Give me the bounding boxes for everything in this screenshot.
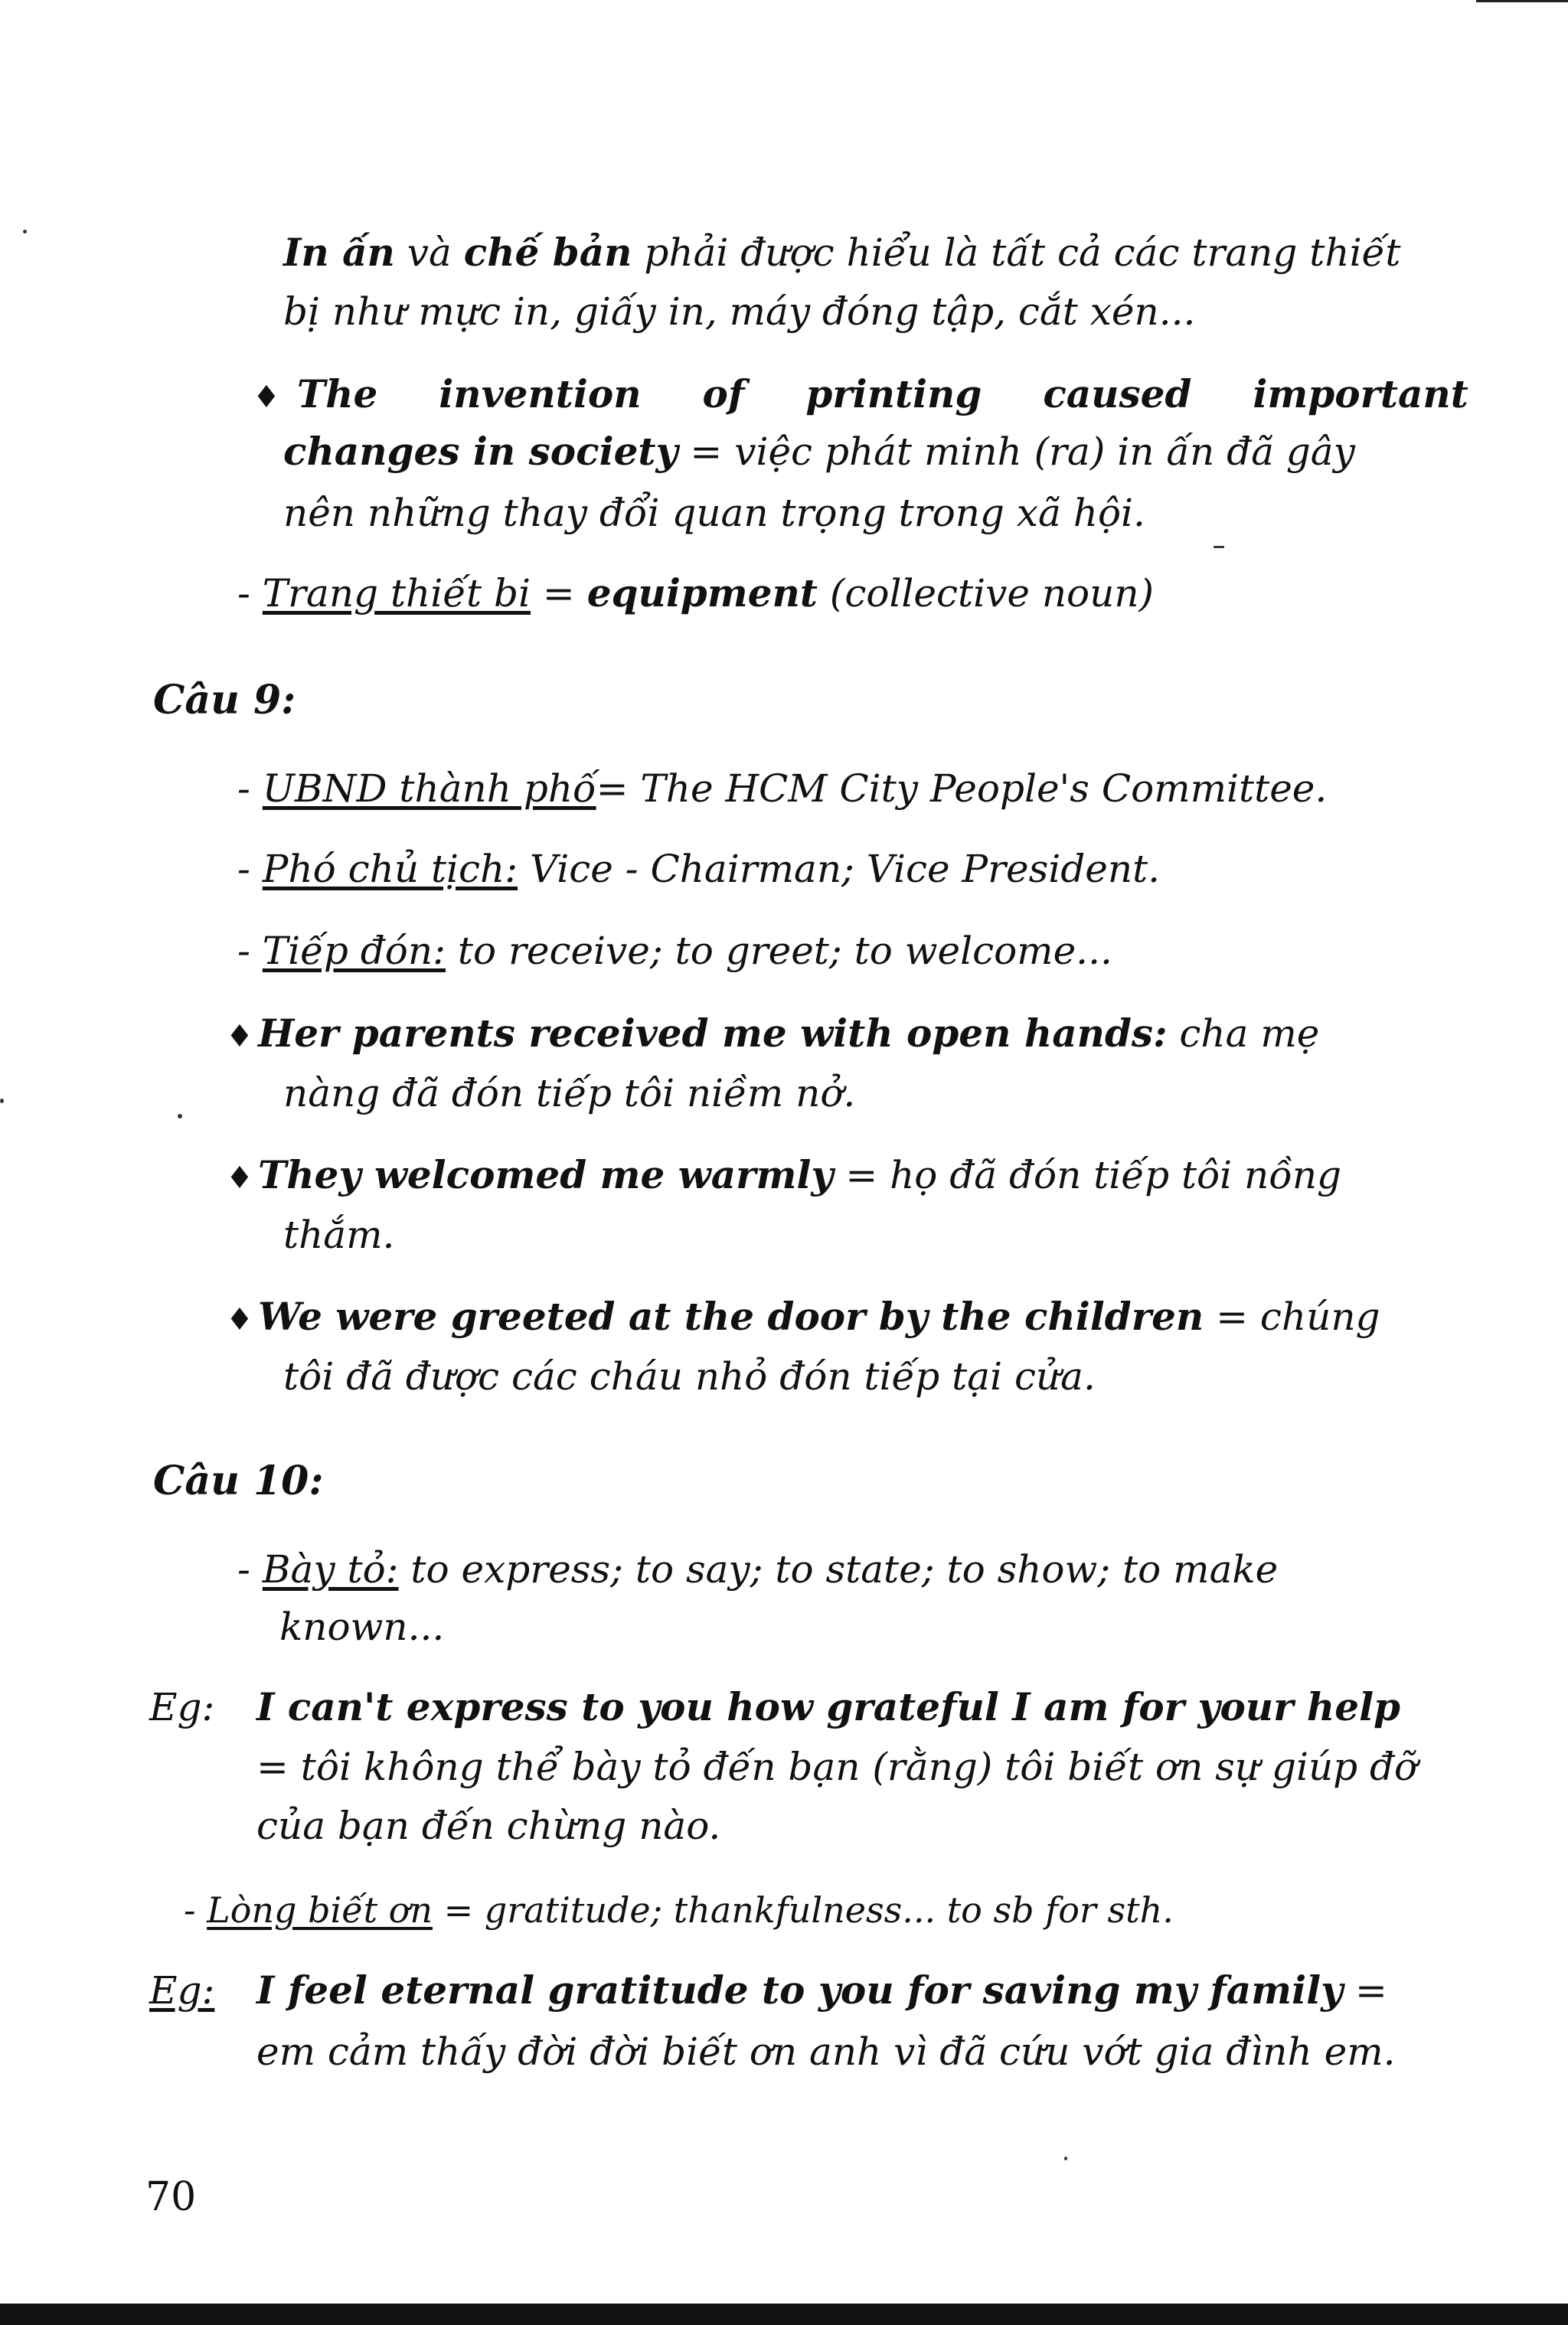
text-run: (collective noun) xyxy=(817,571,1155,616)
scan-speck xyxy=(178,1114,182,1118)
scan-speck xyxy=(1214,546,1224,548)
page-number: 70 xyxy=(145,2174,197,2220)
text-run: cha mẹ xyxy=(1167,1011,1320,1056)
text-line xyxy=(237,842,1160,896)
bullet-line xyxy=(226,1148,1341,1205)
section-heading: Câu 10: xyxy=(153,1458,324,1504)
text-run: = xyxy=(1343,1968,1387,2013)
text-line xyxy=(237,924,1112,978)
text-run: = chúng xyxy=(1204,1295,1380,1339)
text-line: của bạn đến chừng nào. xyxy=(256,1804,721,1848)
bold-term: In ấn xyxy=(283,230,395,275)
text-run: phải được hiểu là tất cả các trang thiết xyxy=(632,230,1401,275)
justified-bold-line xyxy=(297,367,1468,421)
text-line: tôi đã được các cháu nhỏ đón tiếp tại cửa. xyxy=(283,1354,1096,1399)
underlined-term: Tiếp đón: xyxy=(262,929,446,973)
text-line: nàng đã đón tiếp tôi niềm nở. xyxy=(283,1071,856,1115)
scan-speck xyxy=(0,1099,4,1103)
dash: - xyxy=(237,847,263,891)
text-run: to express; to say; to state; to show; to make xyxy=(398,1547,1279,1592)
dash: - xyxy=(237,571,263,616)
dash: - xyxy=(237,929,263,973)
text-line xyxy=(283,425,1355,478)
word: printing xyxy=(805,371,982,416)
bullet-line xyxy=(253,367,1468,424)
bottom-scan-border xyxy=(0,2304,1568,2325)
underlined-term: Trang thiết bi xyxy=(262,571,531,616)
word: invention xyxy=(439,371,642,416)
bold-term: They welcomed me warmly xyxy=(258,1152,834,1197)
example-label: Eg: xyxy=(149,1685,215,1729)
text-line: em cảm thấy đời đời biết ơn anh vì đã cứu vớt gia đình em. xyxy=(256,2029,1396,2074)
text-line: = tôi không thể bày tỏ đến bạn (rằng) tôi biết ơn sự giúp đỡ xyxy=(256,1745,1418,1789)
underlined-term: Phó chủ tịch: xyxy=(262,847,518,891)
text-line xyxy=(237,567,1154,620)
bullet-icon: ♦ xyxy=(226,1302,253,1337)
bold-term: Her parents received me with open hands: xyxy=(258,1011,1168,1056)
top-edge-rule xyxy=(1476,0,1568,2)
dash: - xyxy=(237,766,263,811)
dash: - xyxy=(237,1547,263,1592)
word: important xyxy=(1253,371,1468,416)
text-line xyxy=(237,762,1327,815)
text-run: = việc phát minh (ra) in ấn đã gây xyxy=(678,429,1355,474)
text-run: = The HCM City People's Committee. xyxy=(596,766,1328,811)
text-run: và xyxy=(394,230,464,275)
text-run: = xyxy=(531,571,587,616)
word: The xyxy=(296,371,378,416)
text-line: thắm. xyxy=(283,1213,395,1257)
text-line: nên những thay đổi quan trọng trong xã hội. xyxy=(283,491,1145,535)
text-line xyxy=(237,1543,1278,1596)
text-line xyxy=(184,1883,1174,1937)
text-run: = họ đã đón tiếp tôi nồng xyxy=(833,1153,1342,1197)
text-line: bị như mực in, giấy in, máy đóng tập, cắt xén... xyxy=(283,289,1196,334)
text-run: = gratitude; thankfulness... to sb for sth. xyxy=(433,1889,1174,1931)
bullet-icon: ♦ xyxy=(226,1161,253,1196)
scan-speck xyxy=(1064,2157,1067,2160)
bold-term: changes in society xyxy=(283,429,678,474)
bold-term: equipment xyxy=(586,570,818,616)
example-label: Eg: xyxy=(149,1968,215,2013)
example-sentence: I can't express to you how grateful I am for your help xyxy=(256,1684,1401,1729)
text-line: known... xyxy=(279,1605,445,1649)
scan-speck xyxy=(23,230,27,233)
bullet-line xyxy=(226,1007,1319,1063)
underlined-term: Bày tỏ: xyxy=(262,1547,399,1592)
text-run: Vice - Chairman; Vice President. xyxy=(518,847,1161,891)
dash: - xyxy=(184,1889,207,1931)
word: of xyxy=(702,371,745,416)
underlined-term: UBND thành phố xyxy=(262,766,596,811)
text-line xyxy=(256,1964,1387,2017)
text-line xyxy=(283,226,1400,279)
word: caused xyxy=(1043,371,1192,416)
bullet-line xyxy=(226,1290,1380,1347)
bullet-icon: ♦ xyxy=(226,1019,253,1054)
bold-term: chế bản xyxy=(463,230,632,275)
underlined-term: Lòng biết ơn xyxy=(207,1889,433,1931)
bold-term: We were greeted at the door by the children xyxy=(258,1294,1204,1339)
text-run: to receive; to greet; to welcome... xyxy=(445,929,1112,973)
example-sentence: I feel eternal gratitude to you for saving my family xyxy=(256,1967,1344,2013)
section-heading: Câu 9: xyxy=(153,677,296,723)
bullet-icon: ♦ xyxy=(253,380,280,415)
